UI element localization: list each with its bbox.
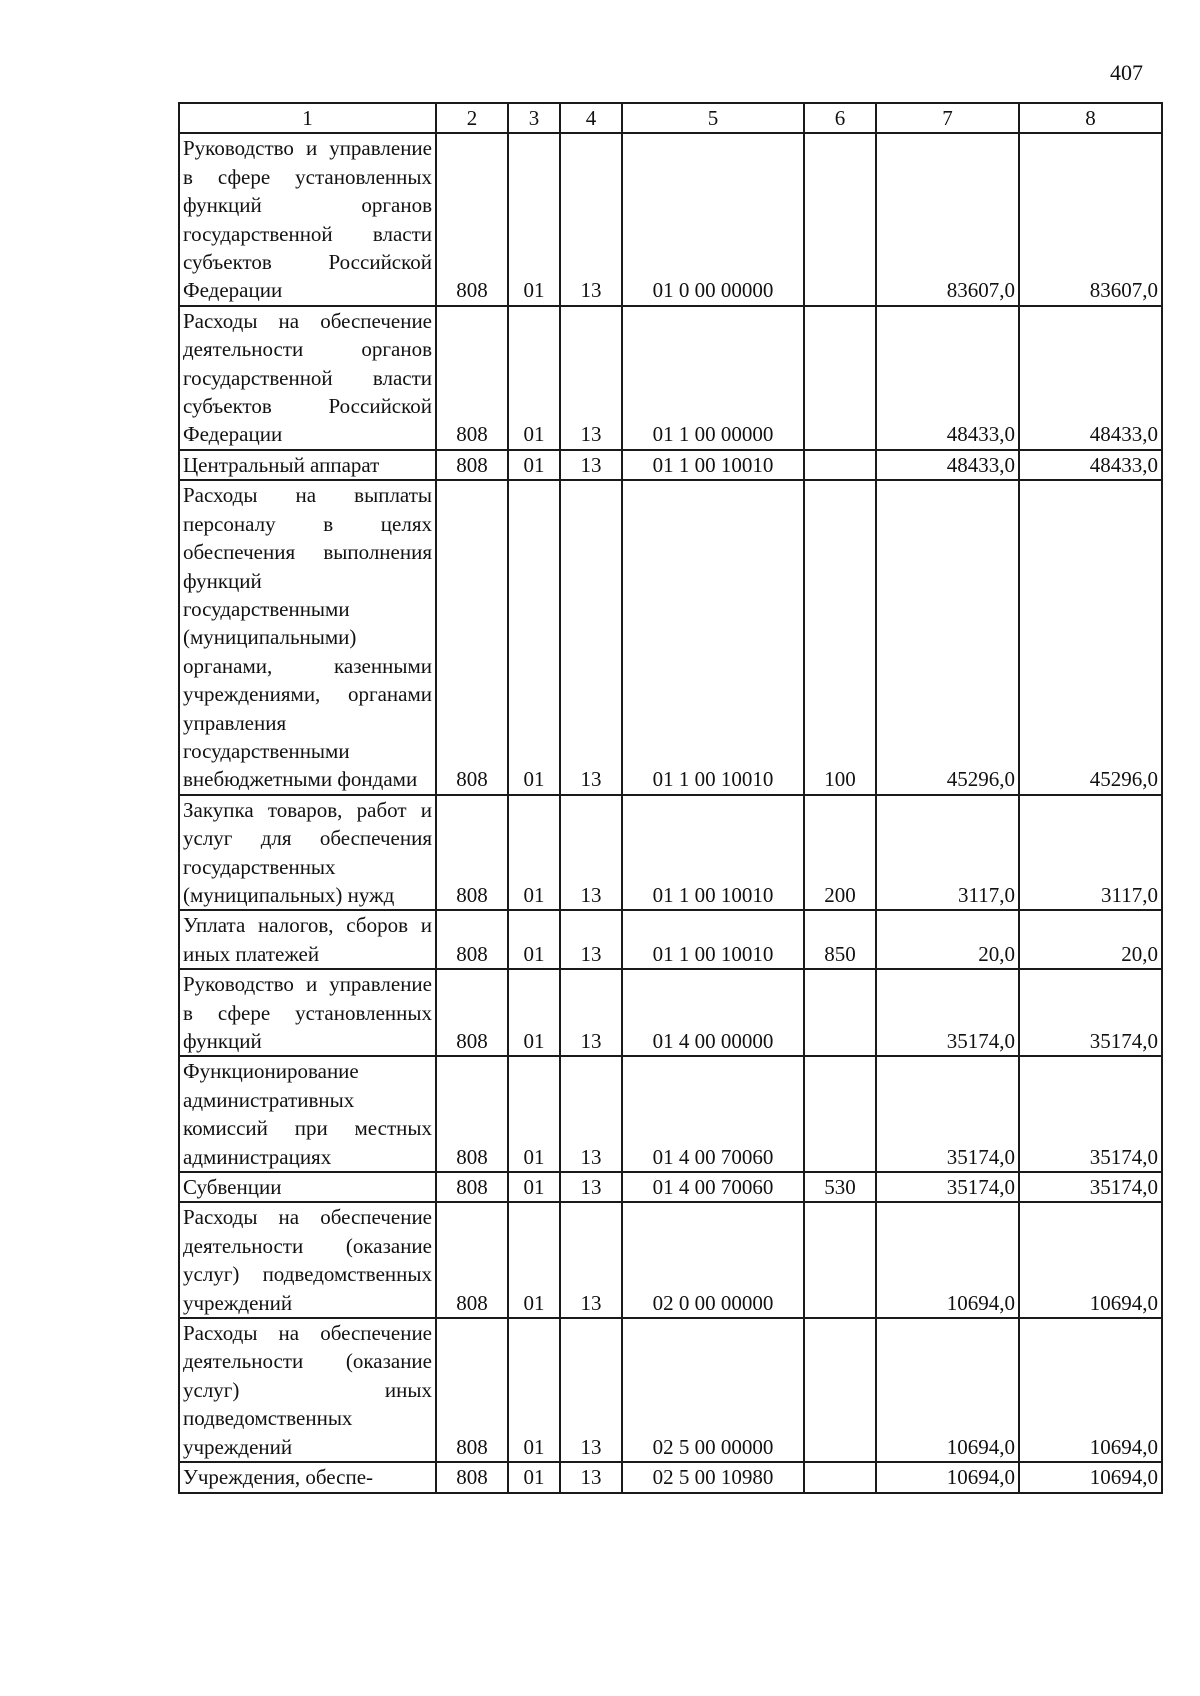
cell-section: 01 bbox=[508, 1056, 560, 1172]
cell-subsection: 13 bbox=[560, 1172, 622, 1202]
cell-section: 01 bbox=[508, 969, 560, 1056]
table-row bbox=[179, 450, 1162, 480]
cell-target: 01 4 00 70060 bbox=[622, 1056, 804, 1172]
cell-subsection: 13 bbox=[560, 1202, 622, 1318]
cell-type bbox=[804, 450, 876, 480]
cell-target: 01 1 00 10010 bbox=[622, 795, 804, 911]
table-row bbox=[179, 795, 1162, 911]
cell-name: Расходы на обеспечение деятельности органов государственной власти субъектов Российской Федерации bbox=[179, 306, 436, 450]
cell-name: Расходы на обеспечение деятельности (оказание услуг) подведомственных учреждений bbox=[179, 1202, 436, 1318]
header-row bbox=[179, 103, 1162, 133]
cell-subsection: 13 bbox=[560, 1056, 622, 1172]
cell-target: 02 0 00 00000 bbox=[622, 1202, 804, 1318]
cell-subsection: 13 bbox=[560, 450, 622, 480]
table-body bbox=[179, 103, 1162, 1493]
table-row bbox=[179, 133, 1162, 305]
cell-amount-1: 35174,0 bbox=[876, 1056, 1019, 1172]
cell-section: 01 bbox=[508, 1172, 560, 1202]
cell-name: Субвенции bbox=[179, 1172, 436, 1202]
cell-name: Центральный аппарат bbox=[179, 450, 436, 480]
table-row bbox=[179, 1172, 1162, 1202]
cell-amount-2: 35174,0 bbox=[1019, 1056, 1162, 1172]
cell-target: 02 5 00 10980 bbox=[622, 1462, 804, 1492]
cell-section: 01 bbox=[508, 795, 560, 911]
cell-admin: 808 bbox=[436, 480, 508, 794]
cell-type bbox=[804, 1056, 876, 1172]
cell-section: 01 bbox=[508, 306, 560, 450]
header-cell: 7 bbox=[876, 103, 1019, 133]
cell-target: 01 4 00 00000 bbox=[622, 969, 804, 1056]
table-row bbox=[179, 1202, 1162, 1318]
cell-amount-2: 35174,0 bbox=[1019, 969, 1162, 1056]
cell-amount-2: 48433,0 bbox=[1019, 306, 1162, 450]
table-row bbox=[179, 1056, 1162, 1172]
cell-section: 01 bbox=[508, 480, 560, 794]
cell-subsection: 13 bbox=[560, 969, 622, 1056]
cell-type: 100 bbox=[804, 480, 876, 794]
table-row bbox=[179, 910, 1162, 969]
cell-subsection: 13 bbox=[560, 795, 622, 911]
cell-amount-2: 20,0 bbox=[1019, 910, 1162, 969]
cell-admin: 808 bbox=[436, 1172, 508, 1202]
cell-admin: 808 bbox=[436, 910, 508, 969]
cell-amount-1: 10694,0 bbox=[876, 1318, 1019, 1462]
cell-section: 01 bbox=[508, 450, 560, 480]
cell-type bbox=[804, 1462, 876, 1492]
cell-subsection: 13 bbox=[560, 480, 622, 794]
cell-section: 01 bbox=[508, 910, 560, 969]
table-row bbox=[179, 969, 1162, 1056]
cell-amount-1: 83607,0 bbox=[876, 133, 1019, 305]
header-cell: 1 bbox=[179, 103, 436, 133]
cell-section: 01 bbox=[508, 133, 560, 305]
cell-amount-2: 10694,0 bbox=[1019, 1202, 1162, 1318]
cell-amount-1: 20,0 bbox=[876, 910, 1019, 969]
cell-target: 01 4 00 70060 bbox=[622, 1172, 804, 1202]
cell-target: 01 1 00 10010 bbox=[622, 910, 804, 969]
cell-amount-1: 10694,0 bbox=[876, 1202, 1019, 1318]
cell-name: Расходы на обеспечение деятельности (оказание услуг) иных подведомственных учреждений bbox=[179, 1318, 436, 1462]
cell-section: 01 bbox=[508, 1202, 560, 1318]
cell-amount-2: 45296,0 bbox=[1019, 480, 1162, 794]
cell-type bbox=[804, 1318, 876, 1462]
cell-subsection: 13 bbox=[560, 1318, 622, 1462]
cell-amount-2: 3117,0 bbox=[1019, 795, 1162, 911]
cell-name: Закупка товаров, работ и услуг для обеспечения государственных (муниципальных) нужд bbox=[179, 795, 436, 911]
table-row bbox=[179, 1462, 1162, 1492]
cell-admin: 808 bbox=[436, 306, 508, 450]
cell-amount-2: 83607,0 bbox=[1019, 133, 1162, 305]
cell-subsection: 13 bbox=[560, 1462, 622, 1492]
table-row bbox=[179, 1318, 1162, 1462]
cell-amount-1: 35174,0 bbox=[876, 1172, 1019, 1202]
cell-amount-1: 48433,0 bbox=[876, 450, 1019, 480]
cell-name: Учреждения, обеспе- bbox=[179, 1462, 436, 1492]
cell-admin: 808 bbox=[436, 1056, 508, 1172]
cell-admin: 808 bbox=[436, 1318, 508, 1462]
header-cell: 8 bbox=[1019, 103, 1162, 133]
cell-target: 01 1 00 10010 bbox=[622, 450, 804, 480]
cell-admin: 808 bbox=[436, 133, 508, 305]
cell-target: 02 5 00 00000 bbox=[622, 1318, 804, 1462]
cell-type: 850 bbox=[804, 910, 876, 969]
cell-name: Руководство и управление в сфере установленных функций органов государственной власти субъектов Российской Федерации bbox=[179, 133, 436, 305]
cell-type bbox=[804, 969, 876, 1056]
cell-amount-1: 3117,0 bbox=[876, 795, 1019, 911]
cell-target: 01 0 00 00000 bbox=[622, 133, 804, 305]
cell-type bbox=[804, 1202, 876, 1318]
budget-table bbox=[178, 102, 1163, 1494]
cell-amount-1: 35174,0 bbox=[876, 969, 1019, 1056]
table-row bbox=[179, 480, 1162, 794]
cell-name: Руководство и управление в сфере установленных функций bbox=[179, 969, 436, 1056]
cell-subsection: 13 bbox=[560, 910, 622, 969]
header-cell: 5 bbox=[622, 103, 804, 133]
cell-type: 200 bbox=[804, 795, 876, 911]
header-cell: 2 bbox=[436, 103, 508, 133]
cell-type bbox=[804, 306, 876, 450]
page-number: 407 bbox=[1110, 60, 1143, 85]
cell-amount-1: 10694,0 bbox=[876, 1462, 1019, 1492]
header-cell: 4 bbox=[560, 103, 622, 133]
cell-admin: 808 bbox=[436, 1462, 508, 1492]
header-cell: 3 bbox=[508, 103, 560, 133]
cell-amount-2: 48433,0 bbox=[1019, 450, 1162, 480]
cell-name: Функционирование административных комиссий при местных администрациях bbox=[179, 1056, 436, 1172]
cell-admin: 808 bbox=[436, 795, 508, 911]
table-row bbox=[179, 306, 1162, 450]
cell-amount-1: 45296,0 bbox=[876, 480, 1019, 794]
cell-name: Уплата налогов, сборов и иных платежей bbox=[179, 910, 436, 969]
cell-type: 530 bbox=[804, 1172, 876, 1202]
cell-subsection: 13 bbox=[560, 133, 622, 305]
cell-amount-1: 48433,0 bbox=[876, 306, 1019, 450]
cell-admin: 808 bbox=[436, 969, 508, 1056]
cell-amount-2: 10694,0 bbox=[1019, 1318, 1162, 1462]
cell-type bbox=[804, 133, 876, 305]
cell-admin: 808 bbox=[436, 450, 508, 480]
cell-section: 01 bbox=[508, 1318, 560, 1462]
cell-target: 01 1 00 00000 bbox=[622, 306, 804, 450]
cell-subsection: 13 bbox=[560, 306, 622, 450]
header-cell: 6 bbox=[804, 103, 876, 133]
cell-amount-2: 10694,0 bbox=[1019, 1462, 1162, 1492]
cell-section: 01 bbox=[508, 1462, 560, 1492]
cell-amount-2: 35174,0 bbox=[1019, 1172, 1162, 1202]
cell-target: 01 1 00 10010 bbox=[622, 480, 804, 794]
cell-name: Расходы на выплаты персоналу в целях обеспечения выполнения функций государственными (муниципальными) органами, казенными учреждениями, органами управления государственными внебюджетными фондами bbox=[179, 480, 436, 794]
cell-admin: 808 bbox=[436, 1202, 508, 1318]
